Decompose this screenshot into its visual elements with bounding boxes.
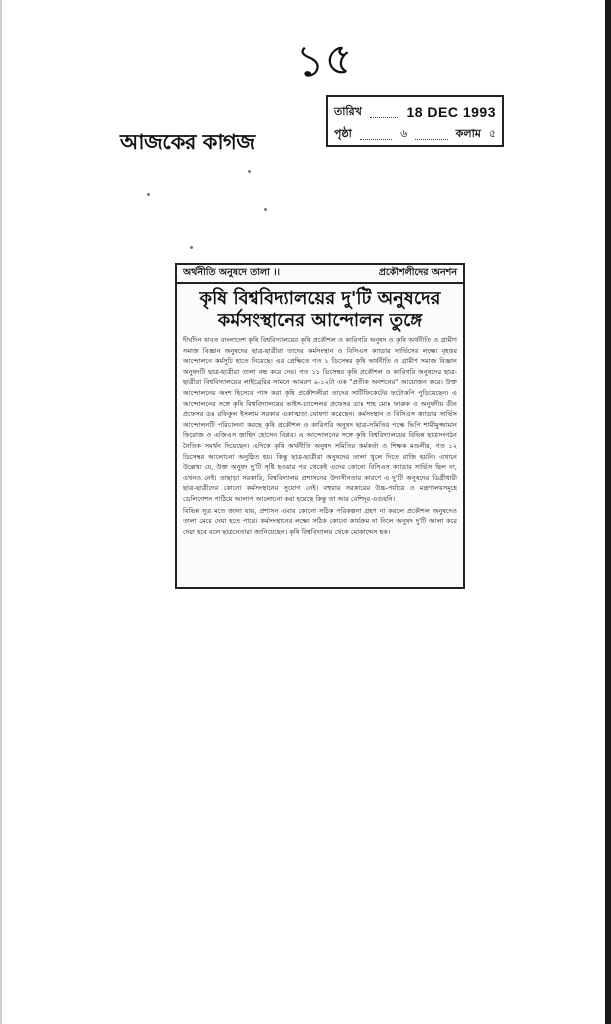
headline-line-1: কৃষি বিশ্ববিদ্যালয়ের দু'টি অনুষদের bbox=[199, 288, 441, 309]
stamp-column-label: কলাম bbox=[455, 126, 481, 140]
stamp-page-row bbox=[334, 125, 496, 143]
stamp-column-value: ৫ bbox=[488, 126, 497, 140]
headline-line-2: কর্মসংস্থানের আন্দোলন তুঙ্গে bbox=[217, 310, 423, 331]
scan-speck bbox=[190, 246, 193, 249]
kicker-left: অর্থনীতি অনুষদে তালা ।। bbox=[183, 267, 280, 278]
date-stamp bbox=[326, 95, 504, 147]
article-paragraph: বিভিন্ন সূত্র মতে জানা যায়, প্রশাসন এবার কোনো সঠিক পরিকল্পনা গ্রহণ না করলে প্রকৌশল অনুষদেও তালা মেরে দেয়া হতে পারে। কর্মসংস্থানের লক্ষ্যে সঠিক কোনো কার্যক্রম না নিলে অনুষদ দু'টি আলা করে দেয়া হবে বলে ছাত্রনেতারা জানিয়েছেন। কৃষি বিশ্ববিদ্যালয় থেকে মোকাদ্দেস হক। bbox=[183, 506, 457, 536]
handwritten-folio-number: ১৫ bbox=[294, 33, 355, 89]
scan-speck bbox=[147, 193, 150, 196]
scan-right-edge bbox=[605, 0, 611, 1024]
stamp-date-label: তারিখ bbox=[334, 104, 362, 118]
scan-speck bbox=[264, 208, 267, 211]
stamp-page-value: ৬ bbox=[400, 126, 408, 140]
scan-speck bbox=[248, 170, 251, 173]
stamp-dotted-line bbox=[415, 129, 447, 140]
news-clipping bbox=[175, 263, 465, 589]
article-paragraph: দীর্ঘদিন যাবত বাংলাদেশ কৃষি বিশ্ববিদ্যালয়ের কৃষি প্রকৌশল ও কারিগরি অনুষদ ও কৃষি অর্থনীতি ও গ্রামীণ সমাজ বিজ্ঞান অনুষদের ছাত্র-ছাত্রীরা তাদের কর্মসংস্থান ও বিসিএস ক্যাডার সার্ভিসের লক্ষ্যে বৃহত্তর আন্দোলনে কর্মসূচি হাতে নিয়েছে। এর প্রেক্ষিতে গত ১ ডিসেম্বর কৃষি অর্থনীতি ও গ্রামীণ সমাজ বিজ্ঞান অনুষদটি ছাত্র-ছাত্রীরা তালা বন্ধ করে দেয়। গত ১১ ডিসেম্বর কৃষি প্রকৌশল ও কারিগরি অনুষদের ছাত্র-ছাত্রীরা বিশ্ববিদ্যালয়ের লাইব্রেরির সামনে আমরণ ৯-১২টা এক "প্রতীক অনশনের" আয়োজন করে। উক্ত আন্দোলনের অংশ হিসেবে পাস করা কৃষি প্রকৌশলীরা তাদের সার্টিফিকেটের ফটোকপি পুড়িয়েছেন। এ আন্দোলনের সঙ্গে কৃষি বিশ্ববিদ্যালয়ের ভাইস-চ্যান্সেলর প্রফেসর ডাঃ শাহ মোঃ ফারুক ও অনুষদীয় ডীন প্রফেসর ডঃ রফিকুল ইসলাম সরকার একাত্মতা ঘোষণা করেছেন। কর্মসংস্থান ও বিসিএস ক্যাডার সার্ভিস আন্দোলনটি পরিচালনা করছে কৃষি প্রকৌশল ও কারিগরি অনুষদ ছাত্র-সমিতির পক্ষে ভিপি শামীমুজ্জামান ফিরোজ ও এজিএস জাহিদ হোসেন বিপ্লব। এ আন্দোলনের সঙ্গে কৃষি বিশ্ববিদ্যালয়ের বিভিন্ন ছাত্রসংগঠন নৈতিক সমর্থন দিয়েছেন। এদিকে কৃষি অর্থনীতি অনুষদ সমিতির কর্মকর্তা ও শিক্ষক মণ্ডলীর, গত ১২ ডিসেম্বর আলোচনা অনুষ্ঠিত হয়। কিন্তু ছাত্র-ছাত্রীরা অনুষদের তালা খুলে দিতে রাজি হয়নি। এখানে উল্লেখ্য যে, উক্ত অনুষদ দু'টি সৃষ্টি হওয়ার পর থেকেই এদের কোনো বিসিএস ক্যাডার সার্ভিস ছিল না, এখনও নেই। তাছাড়া সরকারি, বিশ্ববিদ্যালয় প্রশাসনের উদাসীনতার কারণে এ দু'টি অনুষদের ডিগ্রীধারী ছাত্র-ছাত্রীদের কোনো কর্মসংস্থানের সুযোগ নেই। বহুবার সরকারের উচ্চ-পর্যায়ে ও মন্ত্রণালয়সমূহে ডেলিগেশন পাঠিয়ে আলাপ আলোচনা করা হয়েছে কিন্তু তা আর বেশিদূর এগুয়নি। bbox=[183, 336, 457, 503]
stamp-dotted-line bbox=[360, 129, 392, 140]
stamp-page-label: পৃষ্ঠা bbox=[334, 126, 352, 140]
article-kicker bbox=[177, 265, 463, 284]
newspaper-name: আজকের কাগজ bbox=[120, 130, 255, 154]
stamp-date-row bbox=[334, 103, 496, 121]
scan-left-edge bbox=[0, 0, 2, 1024]
article-body bbox=[183, 335, 457, 537]
stamp-dotted-line bbox=[370, 107, 399, 118]
kicker-right: প্রকৌশলীদের অনশন bbox=[378, 267, 457, 278]
stamp-date-value: 18 DEC 1993 bbox=[406, 104, 496, 120]
